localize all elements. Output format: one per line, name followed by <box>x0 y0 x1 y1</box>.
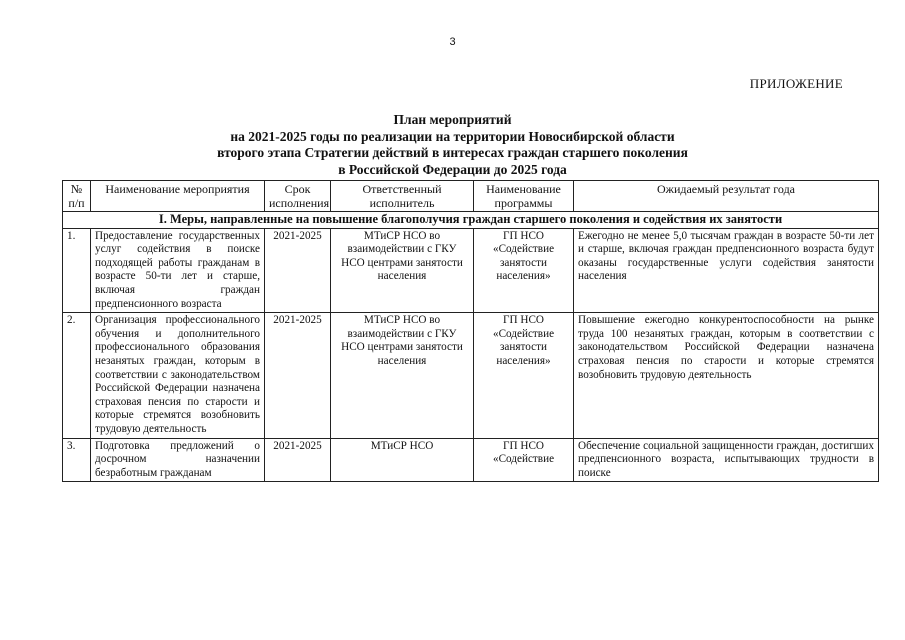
row-term: 2021-2025 <box>265 313 331 438</box>
header-num: № п/п <box>63 181 91 212</box>
document-title <box>0 112 905 178</box>
appendix-label: ПРИЛОЖЕНИЕ <box>749 76 843 91</box>
section-title: I. Меры, направленные на повышение благополучия граждан старшего поколения и содействия их занятости <box>63 212 879 229</box>
title-line-4: в Российской Федерации до 2025 года <box>338 161 567 177</box>
row-term: 2021-2025 <box>265 438 331 482</box>
table-row <box>63 313 879 438</box>
page-number: 3 <box>449 36 456 48</box>
measures-table <box>62 180 879 482</box>
header-executor: Ответственный исполнитель <box>331 181 474 212</box>
row-term: 2021-2025 <box>265 228 331 313</box>
title-line-1: План мероприятий <box>393 112 512 127</box>
row-executor: МТиСР НСО <box>331 438 474 482</box>
header-program: Наименование программы <box>474 181 574 212</box>
row-program: ГП НСО «Содействие <box>474 438 574 482</box>
table-row <box>63 228 879 313</box>
row-executor: МТиСР НСО во взаимодействии с ГКУ НСО центрами занятости населения <box>331 313 474 438</box>
row-result: Ежегодно не менее 5,0 тысячам граждан в возрасте 50-ти лет и старше, включая граждан предпенсионного возраста будут оказаны государственные услуги содействия занятости населения <box>574 228 879 313</box>
header-name: Наименование мероприятия <box>91 181 265 212</box>
row-num: 2. <box>63 313 91 438</box>
row-program: ГП НСО «Содействие занятости населения» <box>474 228 574 313</box>
title-line-3: второго этапа Стратегии действий в интересах граждан старшего поколения <box>217 145 688 160</box>
section-row <box>63 212 879 229</box>
header-term: Срок исполнения <box>265 181 331 212</box>
row-num: 3. <box>63 438 91 482</box>
table-header-row <box>63 181 879 212</box>
row-program: ГП НСО «Содействие занятости населения» <box>474 313 574 438</box>
row-result: Повышение ежегодно конкурентоспособности на рынке труда 100 незанятых граждан, которым в соответствии с законодательством Российской Федерации назначена страховая пенсия по старости и которые стремятся возобновить трудовую деятельность <box>574 313 879 438</box>
title-line-2: на 2021-2025 годы по реализации на территории Новосибирской области <box>230 128 675 144</box>
table-row <box>63 438 879 482</box>
row-executor: МТиСР НСО во взаимодействии с ГКУ НСО центрами занятости населения <box>331 228 474 313</box>
header-result: Ожидаемый результат года <box>574 181 879 212</box>
row-name: Подготовка предложений о досрочном назначении безработным гражданам <box>91 438 265 482</box>
row-name: Организация профессионального обучения и дополнительного профессионального образования незанятых граждан, которым в соответствии с законодательством Российской Федерации назначена страховая пенсия по старости и которые стремятся возобновить трудовую деятельность <box>91 313 265 438</box>
row-result: Обеспечение социальной защищенности граждан, достигших предпенсионного возраста, испытывающих трудности в поиске <box>574 438 879 482</box>
row-name: Предоставление государственных услуг содействия в поиске подходящей работы гражданам в возрасте 50-ти лет и старше, включая граждан предпенсионного возраста <box>91 228 265 313</box>
row-num: 1. <box>63 228 91 313</box>
